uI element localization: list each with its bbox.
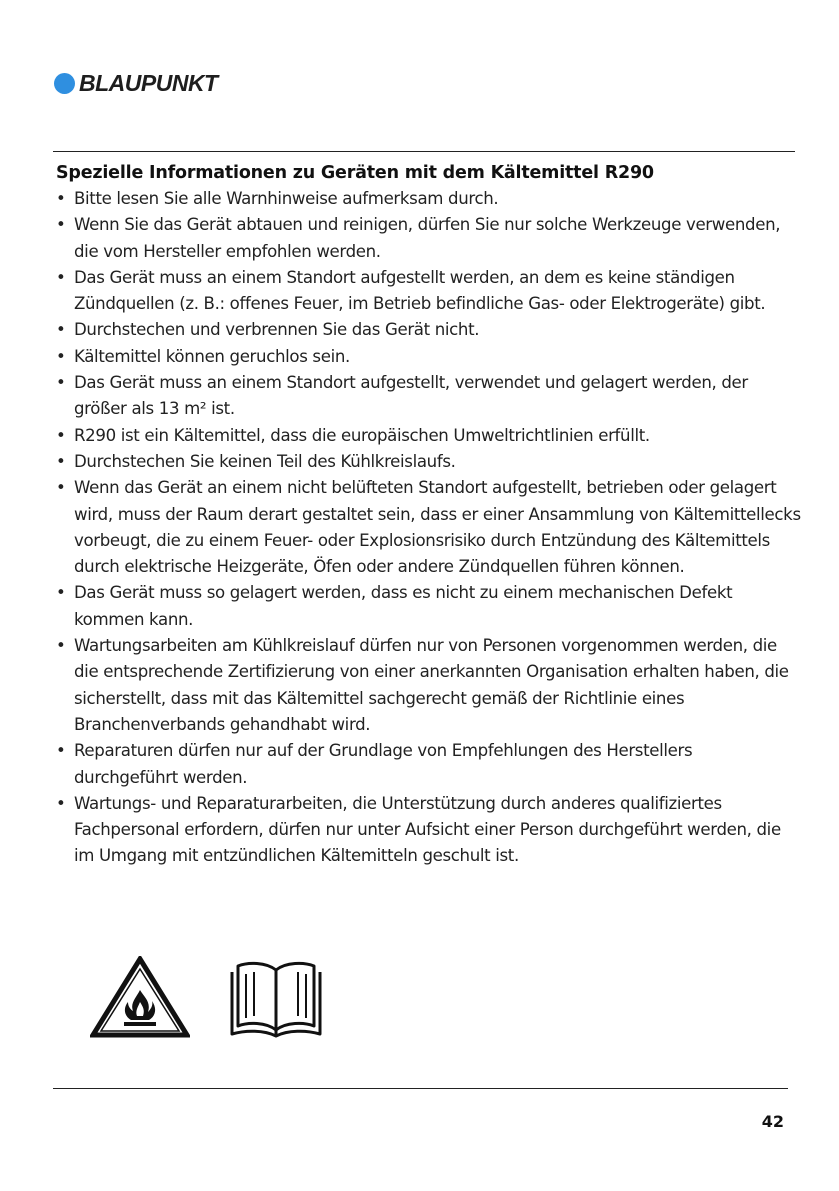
bullet-icon: •: [56, 267, 66, 287]
list-item-text: Das Gerät muss an einem Standort aufgestellt, verwendet und gelagert werden, der größer als 13 m² ist.: [74, 373, 748, 419]
bullet-icon: •: [56, 425, 66, 445]
bullet-icon: •: [56, 373, 66, 393]
list-item-text: Wartungs- und Reparaturarbeiten, die Unterstützung durch anderes qualifiziertes Fachpersonal erfordern, dürfen nur unter Aufsicht einer Person durchgeführt werden, die im Umgang mit entzündlichen Kältemitteln geschult ist.: [74, 793, 781, 866]
list-item-text: Durchstechen und verbrennen Sie das Gerät nicht.: [74, 320, 480, 340]
list-item-text: Das Gerät muss so gelagert werden, dass es nicht zu einem mechanischen Defekt kommen kann.: [74, 583, 733, 629]
bottom-divider: [53, 1088, 788, 1089]
bullet-icon: •: [56, 478, 66, 498]
list-item: [56, 344, 801, 370]
list-item-text: Bitte lesen Sie alle Warnhinweise aufmerksam durch.: [74, 189, 499, 208]
list-item: [56, 791, 801, 870]
warning-symbols: [90, 956, 326, 1038]
bullet-icon: •: [56, 583, 66, 603]
list-item: [56, 580, 801, 633]
list-item: [56, 212, 801, 265]
flammable-warning-icon: [90, 956, 190, 1038]
list-item: [56, 423, 801, 449]
safety-bullet-list: [56, 186, 801, 870]
list-item: [56, 449, 801, 475]
list-item: [56, 738, 801, 791]
list-item-text: Das Gerät muss an einem Standort aufgestellt werden, an dem es keine ständigen Zündquellen (z. B.: offenes Feuer, im Betrieb befindliche Gas- oder Elektrogeräte) gibt.: [74, 267, 766, 314]
bullet-icon: •: [56, 215, 66, 235]
brand-logo: [54, 70, 218, 96]
top-divider: [53, 151, 795, 152]
bullet-icon: •: [56, 451, 66, 471]
manual-book-icon: [226, 956, 326, 1038]
list-item: [56, 265, 801, 318]
list-item-text: Wenn Sie das Gerät abtauen und reinigen, dürfen Sie nur solche Werkzeuge verwenden, die vom Hersteller empfohlen werden.: [74, 215, 781, 261]
list-item-text: R290 ist ein Kältemittel, dass die europäischen Umweltrichtlinien erfüllt.: [74, 425, 650, 445]
bullet-icon: •: [56, 346, 66, 366]
brand-logo-dot-icon: [54, 73, 75, 94]
list-item-text: Durchstechen Sie keinen Teil des Kühlkreislaufs.: [74, 451, 456, 471]
page-number: 42: [761, 1112, 784, 1131]
bullet-icon: •: [56, 793, 66, 813]
list-item-text: Wenn das Gerät an einem nicht belüfteten Standort aufgestellt, betrieben oder gelagert wird, muss der Raum derart gestaltet sein, dass er einer Ansammlung von Kältemittellecks vorbeugt, die zu einem Feuer- oder Explosionsrisiko durch Entzündung des Kältemittels durch elektrische Heizgeräte, Öfen oder andere Zündquellen führen können.: [74, 478, 801, 577]
bullet-icon: •: [56, 636, 66, 656]
brand-name: BLAUPUNKT: [79, 69, 218, 96]
list-item: [56, 633, 801, 738]
list-item-text: Reparaturen dürfen nur auf der Grundlage von Empfehlungen des Herstellers durchgeführt werden.: [74, 741, 693, 787]
list-item: [56, 370, 801, 423]
section-title: Spezielle Informationen zu Geräten mit dem Kältemittel R290: [56, 163, 654, 183]
list-item: [56, 317, 801, 343]
list-item-text: Wartungsarbeiten am Kühlkreislauf dürfen nur von Personen vorgenommen werden, die die entsprechende Zertifizierung von einer anerkannten Organisation erhalten haben, die sicherstellt, dass mit das Kältemittel sachgerecht gemäß der Richtlinie eines Branchenverbands gehandhabt wird.: [74, 636, 789, 734]
safety-section: [56, 160, 801, 870]
list-item: [56, 475, 801, 580]
bullet-icon: •: [56, 189, 66, 208]
list-item: [56, 186, 801, 212]
bullet-icon: •: [56, 320, 66, 340]
list-item-text: Kältemittel können geruchlos sein.: [74, 346, 350, 366]
bullet-icon: •: [56, 741, 66, 761]
